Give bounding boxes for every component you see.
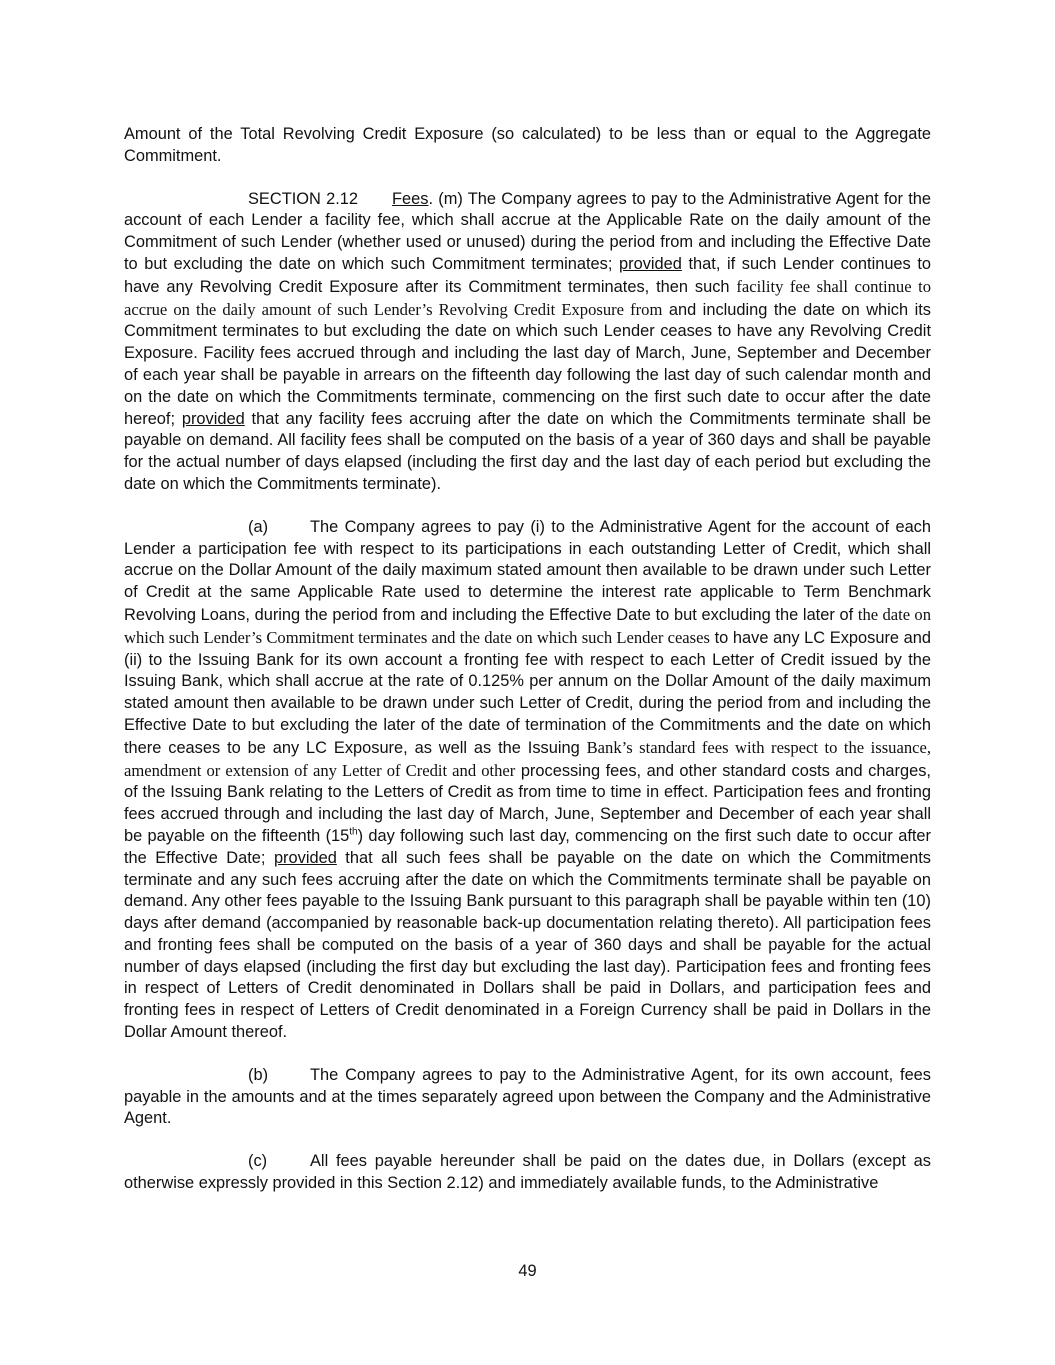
- provided-term: provided: [273, 848, 337, 867]
- ordinal-superscript: th: [349, 826, 358, 838]
- section-text-3: facility fee shall continue to accrue on the daily amount of such Lender’s Revolving Credit Exposure from: [124, 276, 931, 319]
- paragraph-a-text-7: that all such fees shall be payable on the date on which the Commitments terminate and any such fees accruing after the date on which the Commitments terminate shall be payable on demand. Any other fees payable to the Issuing Bank pursuant to this paragraph shall be payable within ten (10) days after demand (accompanied by reasonable back-up documentation relating thereto). All participation fees and fronting fees shall be computed on the basis of a year of 360 days and shall be payable for the actual number of days elapsed (including the first day but excluding the last day). Participation fees and fronting fees in respect of Letters of Credit denominated in Dollars shall be paid in Dollars, and participation fees and fronting fees in respect of Letters of Credit denominated in a Foreign Currency shall be paid in Dollars in the Dollar Amount thereof.: [124, 848, 931, 1042]
- paragraph-a-text-6: ) day following such last day, commencing on the first such date to occur after the Effective Date;: [124, 826, 931, 867]
- paragraph-a-text-5: processing fees, and other standard costs and charges, of the Issuing Bank relating to the Letters of Credit as from time to time in effect. Participation fees and fronting fees accrued through and including the last day of March, June, September and December of each year shall be payable on the fifteenth (15: [124, 761, 931, 845]
- section-title-punct: .: [428, 189, 434, 208]
- page-number: 49: [518, 1262, 537, 1280]
- section-text-2: that, if such Lender continues to have any Revolving Credit Exposure after its Commitment terminates, then such: [124, 254, 932, 296]
- section-text-1: The Company agrees to pay to the Administrative Agent for the account of each Lender a facility fee, which shall accrue at the Applicable Rate on the daily amount of the Commitment of such Lender (whether used or unused) during the period from and including the Effective Date to but excluding the date on which such Commitment terminates;: [124, 189, 931, 273]
- paragraph-a-text-4: Bank’s standard fees with respect to the issuance, amendment or extension of any Letter of Credit and other: [124, 737, 932, 780]
- section-label: SECTION 2.12: [248, 189, 358, 208]
- paragraph-gap: [124, 1044, 931, 1065]
- section-sub-label: (m): [438, 189, 463, 208]
- section-2-12-paragraph: [124, 189, 931, 496]
- paragraph-a-text-3: to have any LC Exposure and (ii) to the Issuing Bank for its own account a fronting fee with respect to each Letter of Credit issued by the Issuing Bank, which shall accrue at the rate of 0.125% per annum on the Dollar Amount of the daily maximum stated amount then available to be drawn under such Letter of Credit, during the period from and including the Effective Date to but excluding the later of the date of termination of the Commitments and the date on which there ceases to be any LC Exposure, as well as the Issuing: [124, 628, 932, 757]
- paragraph-a-label: (a): [248, 517, 269, 536]
- section-title: Fees: [392, 189, 429, 208]
- document-body: [124, 124, 931, 1195]
- provided-term: provided: [619, 254, 682, 273]
- intro-paragraph: [124, 124, 931, 168]
- paragraph-b: [124, 1065, 931, 1130]
- paragraph-b-label: (b): [248, 1065, 269, 1084]
- paragraph-b-text: The Company agrees to pay to the Administrative Agent, for its own account, fees payable in the amounts and at the times separately agreed upon between the Company and the Administrative Agent.: [124, 1065, 931, 1128]
- paragraph-a: [124, 517, 931, 1044]
- paragraph-c-label: (c): [248, 1152, 268, 1171]
- section-text-5: that any facility fees accruing after the date on which the Commitments terminate shall be payable on demand. All facility fees shall be computed on the basis of a year of 360 days and shall be payable for the actual number of days elapsed (including the first day and the last day of each period but excluding the date on which the Commitments terminate).: [124, 409, 931, 493]
- paragraph-a-text-1: The Company agrees to pay (i) to the Administrative Agent for the account of each Lender a participation fee with respect to its participations in each outstanding Letter of Credit, which shall accrue on the Dollar Amount of the daily maximum stated amount then available to be drawn under such Letter of Credit at the same Applicable Rate used to determine the interest rate applicable to Term Benchmark Revolving Loans, during the period from and including the Effective Date to but excluding the later of: [124, 517, 931, 624]
- paragraph-a-text-2: the date on which such Lender’s Commitment terminates and the date on which such Lender ceases: [124, 604, 931, 647]
- provided-term: provided: [181, 409, 245, 428]
- intro-text: Amount of the Total Revolving Credit Exposure (so calculated) to be less than or equal to the Aggregate Commitment.: [124, 125, 931, 165]
- section-text-4: and including the date on which its Commitment terminates to but excluding the date on which such Lender ceases to have any Revolving Credit Exposure. Facility fees accrued through and including the last day of March, June, September and December of each year shall be payable in arrears on the fifteenth day following the last day of such calendar month and on the date on which the Commitments terminate, commencing on the first such date to occur after the date hereof;: [124, 300, 931, 428]
- paragraph-c-text: All fees payable hereunder shall be paid on the dates due, in Dollars (except as otherwise expressly provided in this Section 2.12) and immediately available funds, to the Administrative: [124, 1152, 931, 1193]
- paragraph-gap: [124, 1130, 931, 1151]
- paragraph-gap: [124, 168, 931, 189]
- paragraph-c: [124, 1151, 931, 1195]
- paragraph-gap: [124, 496, 931, 517]
